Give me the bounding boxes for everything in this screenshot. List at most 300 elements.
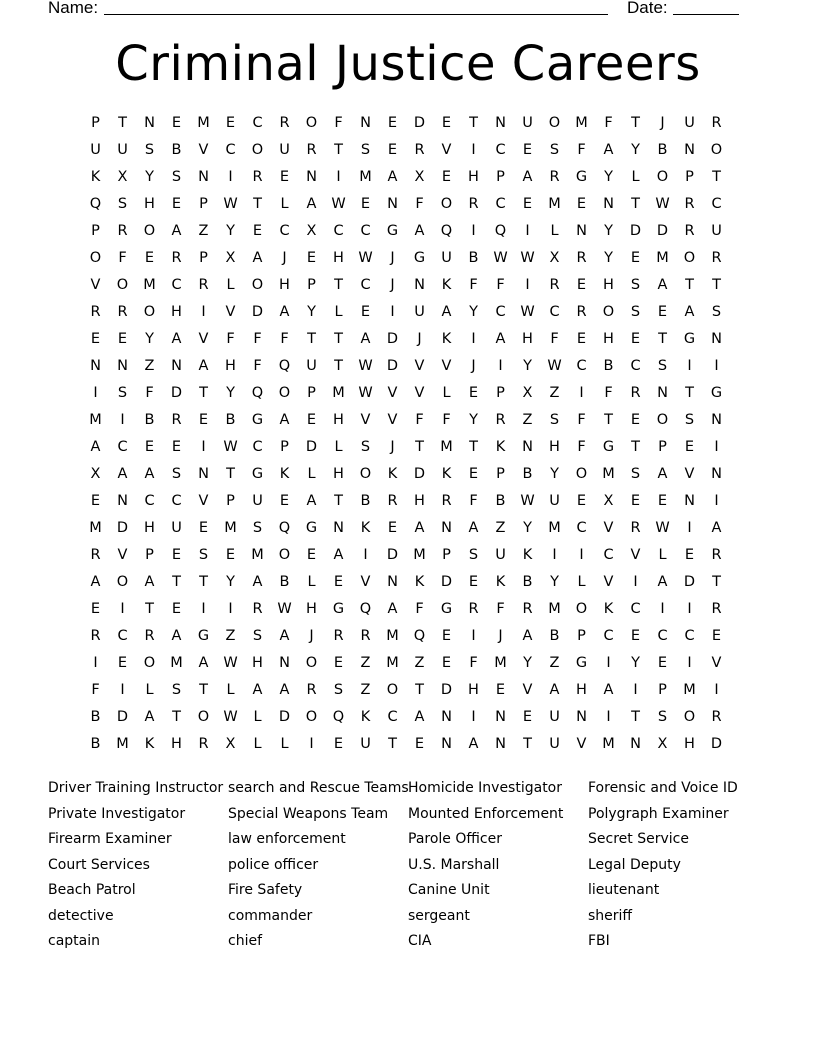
grid-letter[interactable]: B bbox=[657, 142, 668, 158]
grid-letter[interactable]: Q bbox=[251, 385, 264, 401]
grid-letter[interactable]: W bbox=[358, 250, 373, 266]
grid-letter[interactable]: E bbox=[441, 655, 452, 671]
grid-letter[interactable]: R bbox=[198, 277, 209, 293]
grid-letter[interactable]: H bbox=[225, 358, 236, 374]
grid-letter[interactable]: N bbox=[495, 115, 506, 131]
grid-letter[interactable]: N bbox=[630, 736, 641, 752]
grid-letter[interactable]: N bbox=[171, 358, 182, 374]
grid-letter[interactable]: D bbox=[440, 574, 453, 590]
grid-letter[interactable]: L bbox=[550, 223, 559, 239]
grid-letter[interactable]: T bbox=[469, 115, 478, 131]
grid-letter[interactable]: A bbox=[198, 655, 209, 671]
grid-letter[interactable]: E bbox=[630, 250, 641, 266]
grid-letter[interactable]: T bbox=[253, 196, 262, 212]
grid-letter[interactable]: A bbox=[306, 196, 317, 212]
grid-letter[interactable]: C bbox=[117, 439, 128, 455]
grid-letter[interactable]: T bbox=[712, 277, 721, 293]
grid-letter[interactable]: Z bbox=[495, 520, 506, 536]
grid-letter[interactable]: D bbox=[170, 385, 183, 401]
grid-letter[interactable]: E bbox=[198, 412, 209, 428]
grid-letter[interactable]: B bbox=[225, 412, 236, 428]
grid-letter[interactable]: V bbox=[522, 682, 533, 698]
grid-letter[interactable]: G bbox=[197, 628, 210, 644]
grid-letter[interactable]: B bbox=[603, 358, 614, 374]
grid-letter[interactable]: N bbox=[576, 709, 587, 725]
grid-letter[interactable]: P bbox=[307, 277, 316, 293]
grid-letter[interactable]: A bbox=[306, 493, 317, 509]
grid-letter[interactable]: V bbox=[414, 385, 425, 401]
grid-letter[interactable]: U bbox=[711, 223, 722, 239]
grid-letter[interactable]: H bbox=[414, 493, 425, 509]
grid-letter[interactable]: O bbox=[278, 385, 291, 401]
grid-letter[interactable]: U bbox=[252, 493, 263, 509]
grid-letter[interactable]: E bbox=[144, 250, 155, 266]
grid-letter[interactable]: T bbox=[199, 682, 208, 698]
grid-letter[interactable]: Q bbox=[89, 196, 102, 212]
grid-letter[interactable]: L bbox=[334, 304, 343, 320]
grid-letter[interactable]: U bbox=[117, 142, 128, 158]
grid-letter[interactable]: W bbox=[520, 304, 535, 320]
grid-letter[interactable]: I bbox=[687, 655, 692, 671]
grid-letter[interactable]: I bbox=[228, 601, 233, 617]
grid-letter[interactable]: T bbox=[334, 277, 343, 293]
grid-letter[interactable]: C bbox=[684, 628, 695, 644]
grid-letter[interactable]: D bbox=[386, 331, 399, 347]
grid-letter[interactable]: B bbox=[171, 142, 182, 158]
grid-letter[interactable]: T bbox=[631, 115, 640, 131]
grid-letter[interactable]: Y bbox=[469, 304, 478, 320]
grid-letter[interactable]: D bbox=[251, 304, 264, 320]
grid-letter[interactable]: F bbox=[253, 358, 262, 374]
grid-letter[interactable]: N bbox=[90, 358, 101, 374]
grid-letter[interactable]: C bbox=[603, 547, 614, 563]
grid-letter[interactable]: Y bbox=[523, 358, 532, 374]
grid-letter[interactable]: N bbox=[387, 196, 398, 212]
grid-letter[interactable]: I bbox=[201, 601, 206, 617]
grid-letter[interactable]: K bbox=[279, 466, 290, 482]
grid-letter[interactable]: H bbox=[333, 412, 344, 428]
grid-letter[interactable]: E bbox=[171, 547, 182, 563]
grid-letter[interactable]: R bbox=[90, 304, 101, 320]
grid-letter[interactable]: D bbox=[413, 466, 426, 482]
grid-letter[interactable]: L bbox=[253, 709, 262, 725]
grid-letter[interactable]: V bbox=[387, 412, 398, 428]
grid-letter[interactable]: E bbox=[522, 709, 533, 725]
grid-letter[interactable]: V bbox=[198, 493, 209, 509]
grid-letter[interactable]: S bbox=[684, 412, 695, 428]
grid-letter[interactable]: Y bbox=[226, 223, 235, 239]
grid-letter[interactable]: K bbox=[414, 574, 425, 590]
grid-letter[interactable]: W bbox=[223, 655, 238, 671]
grid-letter[interactable]: E bbox=[630, 412, 641, 428]
grid-letter[interactable]: S bbox=[117, 385, 128, 401]
grid-letter[interactable]: E bbox=[414, 736, 425, 752]
grid-letter[interactable]: A bbox=[468, 736, 479, 752]
grid-letter[interactable]: R bbox=[711, 601, 722, 617]
grid-letter[interactable]: N bbox=[441, 736, 452, 752]
grid-letter[interactable]: V bbox=[441, 142, 452, 158]
grid-letter[interactable]: R bbox=[684, 223, 695, 239]
grid-letter[interactable]: Q bbox=[494, 223, 507, 239]
grid-letter[interactable]: R bbox=[171, 412, 182, 428]
grid-letter[interactable]: K bbox=[441, 277, 452, 293]
grid-letter[interactable]: V bbox=[360, 412, 371, 428]
grid-letter[interactable]: E bbox=[333, 655, 344, 671]
grid-letter[interactable]: J bbox=[390, 250, 395, 266]
grid-letter[interactable]: G bbox=[332, 601, 345, 617]
grid-letter[interactable]: A bbox=[198, 358, 209, 374]
grid-letter[interactable]: A bbox=[90, 439, 101, 455]
grid-letter[interactable]: U bbox=[279, 142, 290, 158]
grid-letter[interactable]: Z bbox=[225, 628, 236, 644]
grid-letter[interactable]: O bbox=[89, 250, 102, 266]
grid-letter[interactable]: Y bbox=[226, 385, 235, 401]
grid-letter[interactable]: I bbox=[471, 628, 476, 644]
grid-letter[interactable]: M bbox=[89, 412, 102, 428]
grid-letter[interactable]: A bbox=[144, 466, 155, 482]
grid-letter[interactable]: F bbox=[415, 601, 424, 617]
grid-letter[interactable]: N bbox=[279, 655, 290, 671]
grid-letter[interactable]: M bbox=[656, 250, 669, 266]
grid-letter[interactable]: Z bbox=[144, 358, 155, 374]
grid-letter[interactable]: C bbox=[657, 628, 668, 644]
grid-letter[interactable]: S bbox=[171, 466, 182, 482]
grid-letter[interactable]: X bbox=[306, 223, 317, 239]
grid-letter[interactable]: O bbox=[656, 169, 669, 185]
grid-letter[interactable]: K bbox=[90, 169, 101, 185]
grid-letter[interactable]: V bbox=[90, 277, 101, 293]
grid-letter[interactable]: F bbox=[469, 277, 478, 293]
grid-letter[interactable]: H bbox=[306, 601, 317, 617]
grid-letter[interactable]: B bbox=[522, 574, 533, 590]
grid-letter[interactable]: A bbox=[495, 331, 506, 347]
grid-letter[interactable]: D bbox=[116, 520, 129, 536]
grid-letter[interactable]: E bbox=[90, 331, 101, 347]
grid-letter[interactable]: G bbox=[710, 385, 723, 401]
grid-letter[interactable]: K bbox=[387, 466, 398, 482]
grid-letter[interactable]: W bbox=[358, 358, 373, 374]
grid-letter[interactable]: I bbox=[579, 547, 584, 563]
grid-letter[interactable]: E bbox=[630, 493, 641, 509]
grid-letter[interactable]: H bbox=[279, 277, 290, 293]
grid-letter[interactable]: T bbox=[172, 574, 181, 590]
grid-letter[interactable]: F bbox=[334, 115, 343, 131]
grid-letter[interactable]: F bbox=[577, 142, 586, 158]
grid-letter[interactable]: R bbox=[90, 547, 101, 563]
grid-letter[interactable]: A bbox=[171, 223, 182, 239]
grid-letter[interactable]: U bbox=[495, 547, 506, 563]
grid-letter[interactable]: O bbox=[440, 196, 453, 212]
grid-letter[interactable]: B bbox=[90, 736, 101, 752]
grid-letter[interactable]: A bbox=[414, 223, 425, 239]
grid-letter[interactable]: C bbox=[333, 223, 344, 239]
grid-letter[interactable]: H bbox=[468, 169, 479, 185]
grid-letter[interactable]: C bbox=[225, 142, 236, 158]
grid-letter[interactable]: U bbox=[171, 520, 182, 536]
date-field[interactable] bbox=[673, 14, 739, 15]
grid-letter[interactable]: H bbox=[603, 277, 614, 293]
grid-letter[interactable]: W bbox=[655, 520, 670, 536]
grid-letter[interactable]: V bbox=[603, 574, 614, 590]
grid-letter[interactable]: E bbox=[306, 250, 317, 266]
grid-letter[interactable]: P bbox=[145, 547, 154, 563]
grid-letter[interactable]: I bbox=[525, 277, 530, 293]
grid-letter[interactable]: G bbox=[305, 520, 318, 536]
grid-letter[interactable]: E bbox=[171, 439, 182, 455]
grid-letter[interactable]: R bbox=[684, 196, 695, 212]
grid-letter[interactable]: Q bbox=[278, 520, 291, 536]
grid-letter[interactable]: D bbox=[386, 358, 399, 374]
grid-letter[interactable]: R bbox=[144, 628, 155, 644]
grid-letter[interactable]: A bbox=[90, 574, 101, 590]
grid-letter[interactable]: S bbox=[711, 304, 722, 320]
grid-letter[interactable]: E bbox=[657, 655, 668, 671]
grid-letter[interactable]: N bbox=[684, 142, 695, 158]
grid-letter[interactable]: T bbox=[415, 682, 424, 698]
grid-letter[interactable]: Z bbox=[360, 682, 371, 698]
grid-letter[interactable]: E bbox=[468, 385, 479, 401]
grid-letter[interactable]: A bbox=[603, 682, 614, 698]
grid-letter[interactable]: A bbox=[468, 520, 479, 536]
grid-letter[interactable]: I bbox=[687, 358, 692, 374]
grid-letter[interactable]: R bbox=[576, 304, 587, 320]
grid-letter[interactable]: P bbox=[442, 547, 451, 563]
grid-letter[interactable]: Y bbox=[604, 169, 613, 185]
grid-letter[interactable]: Y bbox=[550, 466, 559, 482]
grid-letter[interactable]: O bbox=[683, 250, 696, 266]
grid-letter[interactable]: P bbox=[91, 115, 100, 131]
grid-letter[interactable]: P bbox=[199, 250, 208, 266]
grid-letter[interactable]: S bbox=[333, 682, 344, 698]
grid-letter[interactable]: G bbox=[251, 412, 264, 428]
grid-letter[interactable]: N bbox=[198, 169, 209, 185]
grid-letter[interactable]: A bbox=[333, 547, 344, 563]
grid-letter[interactable]: A bbox=[171, 331, 182, 347]
grid-letter[interactable]: L bbox=[226, 277, 235, 293]
grid-letter[interactable]: C bbox=[252, 115, 263, 131]
grid-letter[interactable]: N bbox=[603, 196, 614, 212]
grid-letter[interactable]: P bbox=[226, 493, 235, 509]
grid-letter[interactable]: W bbox=[493, 250, 508, 266]
grid-letter[interactable]: P bbox=[658, 682, 667, 698]
grid-letter[interactable]: K bbox=[495, 574, 506, 590]
grid-letter[interactable]: X bbox=[90, 466, 101, 482]
grid-letter[interactable]: J bbox=[498, 628, 503, 644]
grid-letter[interactable]: N bbox=[333, 520, 344, 536]
grid-letter[interactable]: U bbox=[549, 493, 560, 509]
grid-letter[interactable]: T bbox=[199, 574, 208, 590]
grid-letter[interactable]: H bbox=[333, 250, 344, 266]
grid-letter[interactable]: E bbox=[522, 142, 533, 158]
grid-letter[interactable]: E bbox=[441, 115, 452, 131]
grid-letter[interactable]: A bbox=[144, 574, 155, 590]
grid-letter[interactable]: O bbox=[251, 277, 264, 293]
grid-letter[interactable]: R bbox=[252, 169, 263, 185]
grid-letter[interactable]: O bbox=[305, 115, 318, 131]
grid-letter[interactable]: T bbox=[334, 358, 343, 374]
grid-letter[interactable]: Q bbox=[359, 601, 372, 617]
grid-letter[interactable]: W bbox=[277, 601, 292, 617]
grid-letter[interactable]: R bbox=[711, 250, 722, 266]
grid-letter[interactable]: R bbox=[468, 601, 479, 617]
grid-letter[interactable]: R bbox=[522, 601, 533, 617]
grid-letter[interactable]: F bbox=[496, 601, 505, 617]
grid-letter[interactable]: Y bbox=[604, 250, 613, 266]
grid-letter[interactable]: C bbox=[495, 196, 506, 212]
grid-letter[interactable]: C bbox=[171, 277, 182, 293]
grid-letter[interactable]: S bbox=[468, 547, 479, 563]
grid-letter[interactable]: Y bbox=[550, 574, 559, 590]
grid-letter[interactable]: V bbox=[414, 358, 425, 374]
grid-letter[interactable]: P bbox=[496, 169, 505, 185]
grid-letter[interactable]: I bbox=[120, 412, 125, 428]
grid-letter[interactable]: Y bbox=[226, 574, 235, 590]
grid-letter[interactable]: G bbox=[683, 331, 696, 347]
grid-letter[interactable]: M bbox=[386, 655, 399, 671]
grid-letter[interactable]: C bbox=[576, 520, 587, 536]
grid-letter[interactable]: B bbox=[468, 250, 479, 266]
grid-letter[interactable]: R bbox=[279, 115, 290, 131]
grid-letter[interactable]: J bbox=[417, 331, 422, 347]
grid-letter[interactable]: N bbox=[387, 574, 398, 590]
grid-letter[interactable]: V bbox=[225, 304, 236, 320]
grid-letter[interactable]: F bbox=[577, 439, 586, 455]
grid-letter[interactable]: I bbox=[687, 601, 692, 617]
grid-letter[interactable]: I bbox=[309, 736, 314, 752]
grid-letter[interactable]: W bbox=[223, 196, 238, 212]
grid-letter[interactable]: P bbox=[577, 628, 586, 644]
grid-letter[interactable]: R bbox=[549, 277, 560, 293]
grid-letter[interactable]: P bbox=[280, 439, 289, 455]
grid-letter[interactable]: E bbox=[117, 655, 128, 671]
grid-letter[interactable]: R bbox=[414, 142, 425, 158]
grid-letter[interactable]: V bbox=[630, 547, 641, 563]
grid-letter[interactable]: N bbox=[306, 169, 317, 185]
grid-letter[interactable]: W bbox=[655, 196, 670, 212]
grid-letter[interactable]: L bbox=[307, 466, 316, 482]
grid-letter[interactable]: A bbox=[441, 304, 452, 320]
grid-letter[interactable]: A bbox=[657, 466, 668, 482]
grid-letter[interactable]: N bbox=[117, 493, 128, 509]
grid-letter[interactable]: N bbox=[441, 520, 452, 536]
grid-letter[interactable]: U bbox=[522, 115, 533, 131]
grid-letter[interactable]: E bbox=[90, 493, 101, 509]
grid-letter[interactable]: G bbox=[413, 250, 426, 266]
grid-letter[interactable]: C bbox=[387, 709, 398, 725]
grid-letter[interactable]: S bbox=[117, 196, 128, 212]
grid-letter[interactable]: I bbox=[201, 439, 206, 455]
grid-letter[interactable]: C bbox=[549, 304, 560, 320]
grid-letter[interactable]: I bbox=[471, 709, 476, 725]
grid-letter[interactable]: D bbox=[278, 709, 291, 725]
grid-letter[interactable]: I bbox=[714, 358, 719, 374]
grid-letter[interactable]: N bbox=[576, 223, 587, 239]
grid-letter[interactable]: C bbox=[279, 223, 290, 239]
grid-letter[interactable]: K bbox=[441, 331, 452, 347]
grid-letter[interactable]: S bbox=[630, 466, 641, 482]
grid-letter[interactable]: G bbox=[575, 655, 588, 671]
grid-letter[interactable]: E bbox=[576, 196, 587, 212]
grid-letter[interactable]: R bbox=[171, 250, 182, 266]
grid-letter[interactable]: O bbox=[305, 709, 318, 725]
grid-letter[interactable]: K bbox=[441, 466, 452, 482]
grid-letter[interactable]: T bbox=[145, 601, 154, 617]
name-field[interactable] bbox=[104, 14, 608, 15]
grid-letter[interactable]: L bbox=[658, 547, 667, 563]
grid-letter[interactable]: C bbox=[252, 439, 263, 455]
grid-letter[interactable]: O bbox=[197, 709, 210, 725]
grid-letter[interactable]: G bbox=[575, 169, 588, 185]
grid-letter[interactable]: E bbox=[306, 547, 317, 563]
grid-letter[interactable]: E bbox=[684, 439, 695, 455]
grid-letter[interactable]: D bbox=[629, 223, 642, 239]
grid-letter[interactable]: M bbox=[224, 520, 237, 536]
grid-letter[interactable]: F bbox=[577, 412, 586, 428]
grid-letter[interactable]: R bbox=[252, 601, 263, 617]
grid-letter[interactable]: U bbox=[306, 358, 317, 374]
grid-letter[interactable]: O bbox=[602, 304, 615, 320]
grid-letter[interactable]: A bbox=[117, 466, 128, 482]
grid-letter[interactable]: R bbox=[711, 709, 722, 725]
grid-letter[interactable]: A bbox=[144, 709, 155, 725]
grid-letter[interactable]: E bbox=[387, 520, 398, 536]
grid-letter[interactable]: N bbox=[522, 439, 533, 455]
grid-letter[interactable]: M bbox=[548, 196, 561, 212]
grid-letter[interactable]: E bbox=[306, 412, 317, 428]
grid-letter[interactable]: K bbox=[360, 520, 371, 536]
grid-letter[interactable]: C bbox=[495, 142, 506, 158]
grid-letter[interactable]: S bbox=[144, 142, 155, 158]
grid-letter[interactable]: S bbox=[360, 142, 371, 158]
grid-letter[interactable]: L bbox=[145, 682, 154, 698]
grid-letter[interactable]: F bbox=[469, 493, 478, 509]
grid-letter[interactable]: D bbox=[413, 115, 426, 131]
grid-letter[interactable]: C bbox=[495, 304, 506, 320]
grid-letter[interactable]: R bbox=[387, 493, 398, 509]
grid-letter[interactable]: I bbox=[201, 304, 206, 320]
grid-letter[interactable]: I bbox=[660, 601, 665, 617]
grid-letter[interactable]: O bbox=[683, 709, 696, 725]
grid-letter[interactable]: S bbox=[171, 169, 182, 185]
grid-letter[interactable]: S bbox=[252, 628, 263, 644]
grid-letter[interactable]: E bbox=[657, 304, 668, 320]
grid-letter[interactable]: J bbox=[660, 115, 665, 131]
grid-letter[interactable]: Y bbox=[523, 520, 532, 536]
grid-letter[interactable]: E bbox=[576, 331, 587, 347]
grid-letter[interactable]: E bbox=[171, 601, 182, 617]
grid-letter[interactable]: W bbox=[520, 250, 535, 266]
grid-letter[interactable]: K bbox=[360, 709, 371, 725]
grid-letter[interactable]: C bbox=[360, 223, 371, 239]
grid-letter[interactable]: A bbox=[603, 142, 614, 158]
grid-letter[interactable]: B bbox=[144, 412, 155, 428]
grid-letter[interactable]: O bbox=[143, 304, 156, 320]
grid-letter[interactable]: T bbox=[307, 331, 316, 347]
grid-letter[interactable]: N bbox=[657, 385, 668, 401]
grid-letter[interactable]: U bbox=[414, 304, 425, 320]
grid-letter[interactable]: E bbox=[468, 574, 479, 590]
grid-letter[interactable]: A bbox=[657, 277, 668, 293]
grid-letter[interactable]: L bbox=[334, 439, 343, 455]
grid-letter[interactable]: D bbox=[305, 439, 318, 455]
grid-letter[interactable]: H bbox=[549, 439, 560, 455]
grid-letter[interactable]: X bbox=[657, 736, 668, 752]
grid-letter[interactable]: E bbox=[657, 493, 668, 509]
grid-letter[interactable]: W bbox=[358, 385, 373, 401]
grid-letter[interactable]: R bbox=[711, 115, 722, 131]
grid-letter[interactable]: F bbox=[604, 115, 613, 131]
grid-letter[interactable]: H bbox=[468, 682, 479, 698]
